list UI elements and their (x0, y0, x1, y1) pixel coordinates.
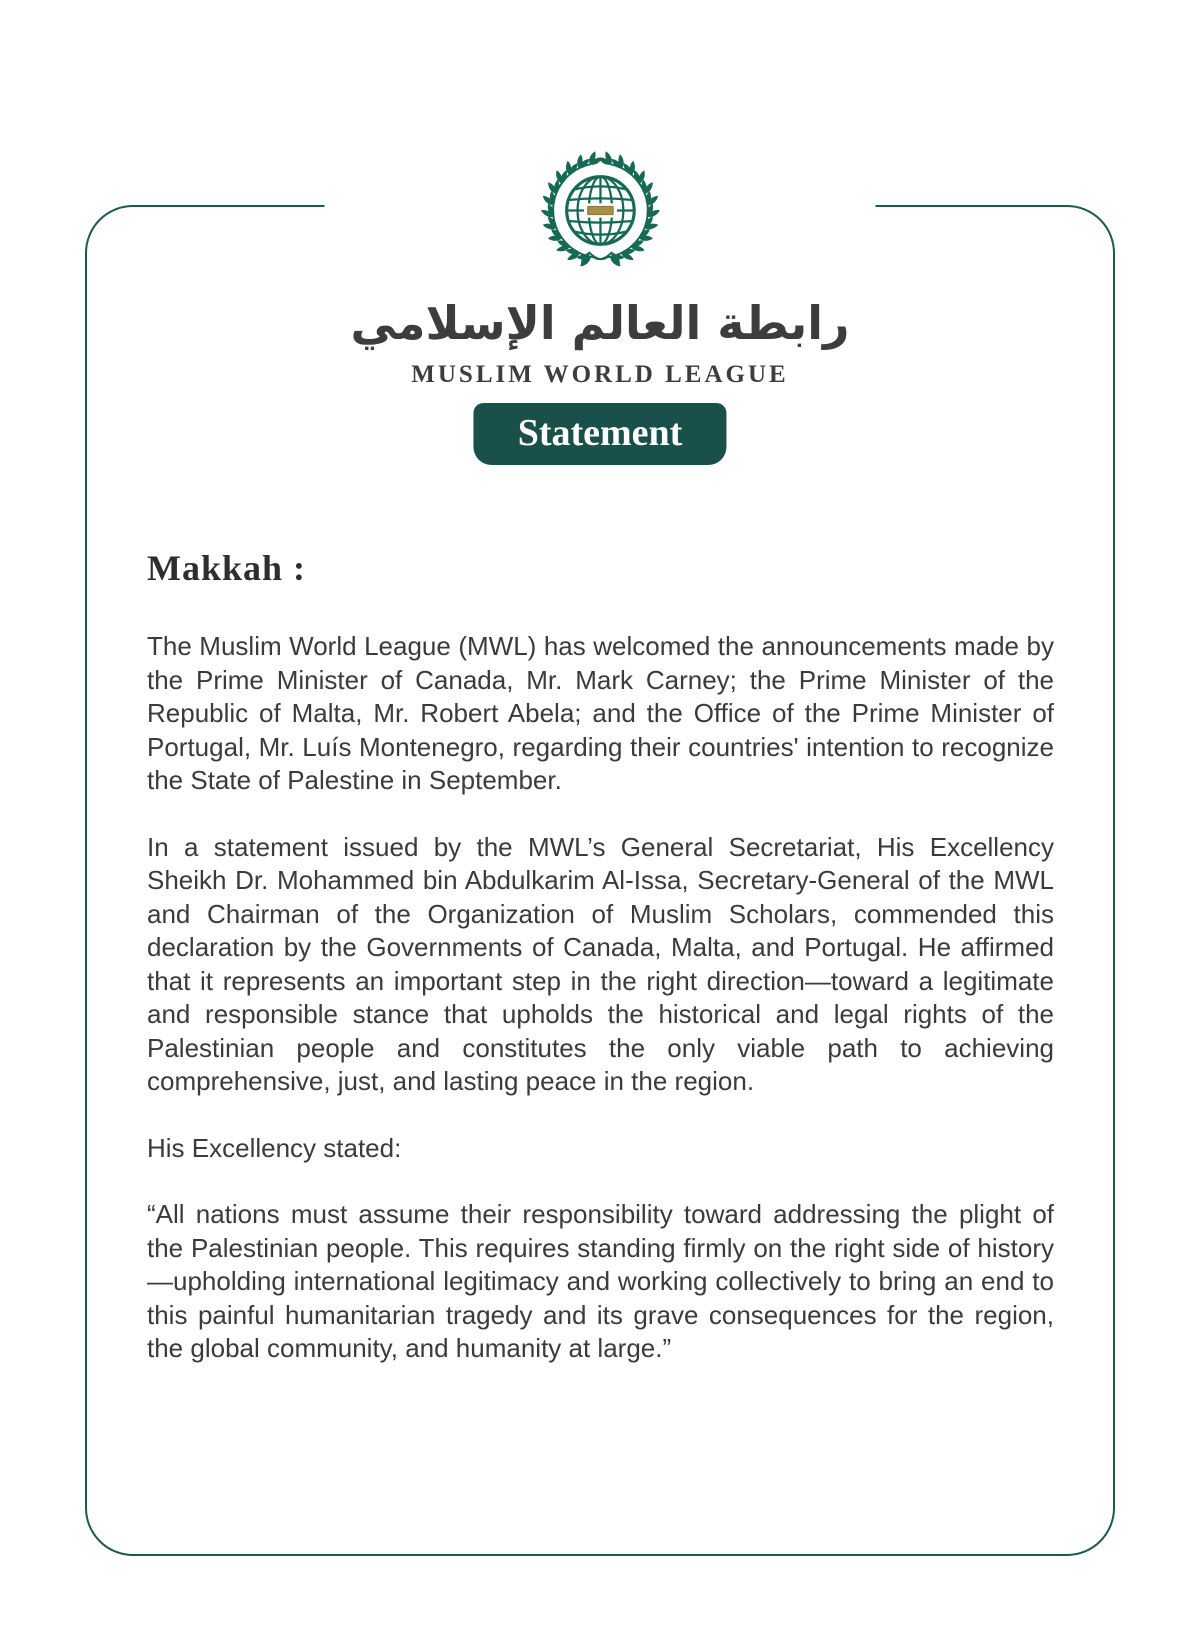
wreath-globe-icon (525, 146, 675, 275)
statement-body (147, 548, 1054, 1399)
paragraph-lead-in: His Excellency stated: (147, 1132, 402, 1163)
dateline: Makkah : (147, 548, 307, 588)
statement-banner (474, 403, 727, 465)
mwl-arabic-calligraphy: رابطة العالم الإسلامي (350, 296, 850, 350)
paragraph-commendation: In a statement issued by the MWL’s General Secretariat, His Excellency Sheikh Dr. Mohammed bin Abdulkarim Al-Issa, Secretary-General of the MWL and Chairman of the Organization of Muslim Scholars, commended this declaration by the Governments of Canada, Malta, and Portugal. He affirmed that it represents an important step in the right direction—toward a legitimate and responsible stance that upholds the historical and legal rights of the Palestinian people and constitutes the only viable path to achieving comprehensive, just, and lasting peace in the region. (147, 831, 1054, 1096)
kiswa-gold-band (587, 206, 613, 214)
statement-banner-label: Statement (517, 412, 683, 454)
mwl-logo (324, 146, 875, 465)
paragraph-announcement: The Muslim World League (MWL) has welcomed the announcements made by the Prime Minister of Canada, Mr. Mark Carney; the Prime Minister of the Republic of Malta, Mr. Robert Abela; and the Office of the Prime Minister of Portugal, Mr. Luís Montenegro, regarding their countries' intention to recognize the State of Palestine in September. (147, 631, 1054, 795)
mwl-org-name: MUSLIM WORLD LEAGUE (411, 361, 789, 388)
paragraph-quote: “All nations must assume their responsibility toward addressing the plight of the Palestinian people. This requires standing firmly on the right side of history—upholding international legitimacy and working collectively to bring an end to this painful humanitarian tragedy and its grave consequences for the region, the global community, and humanity at large.” (147, 1199, 1054, 1363)
